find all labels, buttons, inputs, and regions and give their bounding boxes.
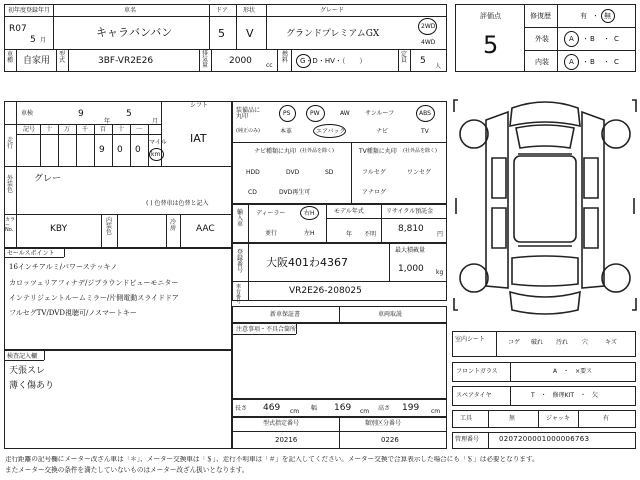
tv-option: ワンセグ [407,169,432,176]
nav-option: CD [248,189,257,196]
interior-b: B [590,58,595,66]
doors: 5 [218,27,225,40]
mileage-unit-km: km [151,151,161,158]
spare-label: スペアタイヤ [456,392,492,399]
shift-label: シフト [190,102,209,109]
reg-no: 大阪401わ4367 [266,256,348,269]
ac-label: 冷房 [170,219,177,232]
import-parallel: 並行 [265,230,278,237]
model-year-unknown: 不明 [364,231,377,238]
mileage-digit-label: 記号 [23,126,36,133]
inspector-notes-box [4,350,232,449]
color-label: 外装色 [7,175,14,194]
exterior-label: 外装 [535,35,549,43]
height: 199 [402,403,420,413]
vehicle-label: 車種 [7,51,14,64]
tv-option: アナログ [362,189,387,196]
tools-value: 無 [509,415,516,422]
inspector-note: 薄く傷あり [9,381,55,391]
mileage-label: 走行 [7,137,14,150]
jack-value: 有 [603,415,610,422]
color: グレー [34,174,62,184]
interior-c: C [614,58,619,66]
chassis: VR2E26-208025 [289,286,362,296]
room-option: キズ [605,339,617,346]
class-no: 0226 [381,436,399,444]
tv-option: フルセグ [362,169,386,176]
equip-label: 装備品に丸印 [236,107,261,120]
equip-item: 本革 [280,128,293,135]
kg-unit: kg [436,269,444,276]
room-option: コゲ [508,339,521,346]
mileage-digit: 9 [99,145,105,155]
mgmt-no: 0207200001000006763 [499,435,590,443]
inspection-label: 車検 [21,110,34,117]
length-unit: cm [290,408,300,415]
import-dealer: ディーラー [256,210,286,217]
yen-unit: 円 [437,231,444,238]
interior-a: A [569,58,574,66]
capacity: 5 [420,56,426,66]
type-cert: 20216 [275,436,298,444]
mileage-unit-mile: マイル [149,139,167,146]
mgmt-label: 管理番号 [455,436,480,443]
sales-point-item: フルセグTV/DVD視聴可/ノスマートキー [9,309,137,317]
equip-item: AW [340,110,350,117]
year-unit: 年 [104,118,111,125]
model-year-year: 年 [346,231,353,238]
max-load: 1,000 [398,264,424,274]
mileage-digit-label: 万 [64,126,71,133]
sales-point-item: カロッツェリアフィナデ/ジブラウンドビューモニター [9,279,179,287]
mileage-digit-label: 十 [46,126,53,133]
class-label: 類別区分番号 [365,420,402,427]
inspector-note: 天張スレ [9,366,46,376]
equip-item: サンルーフ [365,110,395,117]
shape: V [246,27,254,40]
rating: 5 [483,31,499,59]
width-unit: cm [360,408,370,415]
shift: IAT [190,132,207,145]
reg-no-label: 登録番号 [237,249,244,274]
first-reg-month: 5 [30,35,36,45]
color-no: KBY [50,224,68,234]
model-label: 型式 [59,51,66,64]
tv-sub: (社外品を除く) [403,148,437,154]
room-option: 汚れ [556,339,569,346]
height-unit: cm [431,408,441,415]
equip-item: PS [283,110,291,117]
color-no-label: カラーNo. [5,217,16,233]
capacity-unit: 人 [435,63,442,70]
mileage-digit: 0 [135,145,141,155]
month-unit: 月 [152,118,159,125]
car-diagram [452,88,638,324]
drive-2wd: 2WD [421,23,436,30]
color-note: ( ) 色替車は色替と記入 [146,200,209,207]
equip-item: TV [421,128,429,135]
doors-label: ドア [216,7,228,14]
grade-label: グレード [320,7,345,14]
interior-color-label: 内装色 [106,217,113,236]
room-option: 穴 [582,339,589,346]
first-reg-month-unit: 月 [40,37,47,44]
rating-label: 評価点 [480,12,501,20]
nav-option: HDD [246,169,260,176]
inspection-month: 5 [126,109,132,119]
recycle-label: リサイクル預託金 [386,208,434,215]
model: 3BF-VR2E26 [98,56,154,66]
fuel-options: G・D・HV・（ ） [300,57,367,65]
sales-point-item: 16インチアルミ/パワーステッキノ [9,263,118,271]
nav-option: SD [325,169,334,176]
main-info-table [4,4,447,72]
grade: グランドプレミアムGX [286,29,380,39]
tv-label: TV種類に丸印 [359,148,397,155]
nav-option: DVD [286,169,300,176]
capacity-label: 定員 [401,51,408,64]
nav-label: ナビ種類に丸印 [254,148,297,155]
windshield-label: フロントガラス [456,368,498,375]
usage: 自家用 [23,56,51,66]
exterior-a: A [569,35,574,43]
equip-sub: (純正のみ) [236,128,260,134]
new-warranty: 新車保証書 [270,311,301,318]
exterior-c: C [614,35,619,43]
displacement-label: 排気量 [202,50,209,69]
mileage-digit-label: 千 [82,126,89,133]
sales-point-item: インテリジェントルームミラー/片側電動スライドドア [9,294,179,302]
mileage-digit-label: 一 [136,126,143,133]
length-label: 長さ [235,405,248,412]
cc-unit: cc [266,62,273,69]
handle-left: 左H [304,230,315,237]
repair-label: 修復歴 [530,12,551,20]
recycle: 8,810 [398,224,424,234]
footer-note-2: またメーター交換の条件を満たしていないものはメーター改ざん扱いとなります。 [5,466,249,474]
equip-item: PW [310,110,320,117]
max-load-label: 最大積載量 [395,247,426,254]
first-reg-label: 初年度登録年月 [8,7,51,14]
manual: 車両取説 [378,311,403,318]
sales-point-label: セールスポイント [7,250,55,257]
mileage-digit-label: 百 [100,126,107,133]
equip-item: エアバック [316,128,346,135]
height-label: 高さ [378,405,391,412]
chassis-label: 車台番号 [236,284,242,305]
shape-label: 形状 [243,7,256,14]
drive-4wd: 4WD [421,39,436,46]
spare-options: T ・ 修理KIT ・ 欠 [531,392,599,399]
fuel-label: 燃料 [282,51,289,64]
exterior-b: B [590,35,595,43]
jack-label: ジャッキ [546,415,570,422]
inspection-year: 9 [78,109,84,119]
car-name: キャラバンバン [96,26,173,39]
mileage-digit-label: 十 [118,126,125,133]
tools-label: 工具 [460,415,473,422]
length: 469 [263,403,281,413]
inspector-label: 検査記入欄 [7,353,38,360]
handle-right: 右H [304,210,315,217]
width-label: 幅 [311,405,318,412]
room-option: 破れ [531,339,544,346]
nav-sub: (社外品を除く) [300,148,334,154]
model-year-label: モデル年式 [334,208,364,215]
repair-yes: 有 [580,12,587,20]
room-seat-label: 室内シート [455,336,486,343]
type-cert-label: 型式指定番号 [263,420,300,427]
ac: AAC [196,224,215,234]
first-reg-year: R07 [9,24,27,34]
interior-label: 内装 [535,58,549,66]
width: 169 [334,403,352,413]
import-label: 輸入車 [237,209,244,228]
displacement: 2000 [229,56,252,66]
mileage-digit: 0 [117,145,123,155]
equip-item: ABS [419,110,431,117]
equip-item: ナビ [376,128,389,135]
nav-option: DVD再生可 [279,189,311,196]
caution-label: 注意事項・不具合箇所 [236,326,297,333]
car-name-label: 車名 [124,7,137,14]
footer-note-1: 走行距離の記号欄にメーター改ざん車は「＊」、メーター交換車は「＄」、走行不明車は「＃」を記入してください。メーター交換で合算表示した場合にも「＄」は必要となります。 [5,456,539,463]
windshield-options: A ・ ×要ス [553,368,593,375]
repair-no: 無 [604,12,611,20]
